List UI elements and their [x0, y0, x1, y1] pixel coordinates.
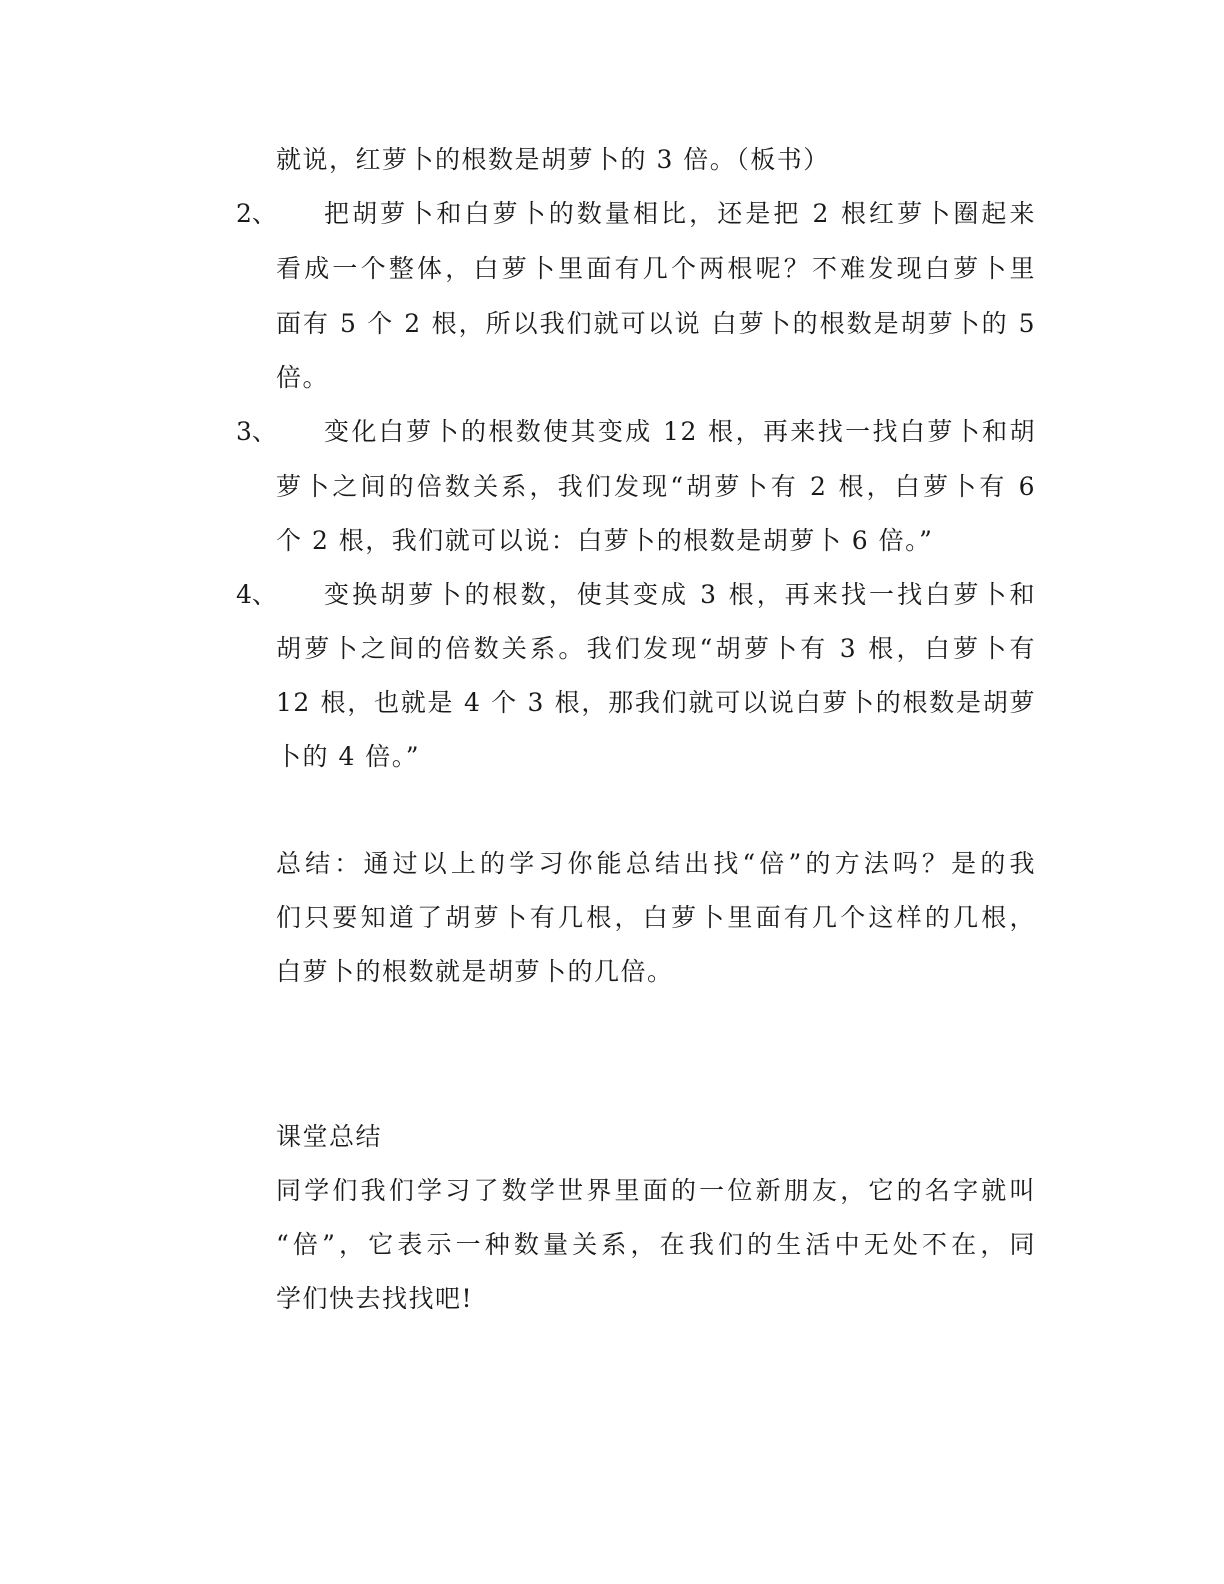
- class-summary-line-1: 同学们我们学习了数学世界里面的一位新朋友，它的名字就叫: [276, 1176, 1036, 1205]
- item-2-line-4: 倍。: [276, 363, 330, 392]
- class-summary-line-3: 学们快去找找吧!: [276, 1284, 474, 1313]
- item-4-line-3: 12 根，也就是 4 个 3 根，那我们就可以说白萝卜的根数是胡萝: [276, 688, 1036, 717]
- item-2-line-3: 面有 5 个 2 根，所以我们就可以说 白萝卜的根数是胡萝卜的 5: [276, 309, 1036, 338]
- item-3-line-2: 萝卜之间的倍数关系，我们发现“胡萝卜有 2 根，白萝卜有 6: [276, 472, 1036, 501]
- item-4-line-2: 胡萝卜之间的倍数关系。我们发现“胡萝卜有 3 根，白萝卜有: [276, 634, 1036, 663]
- item-3-line-1: 变化白萝卜的根数使其变成 12 根，再来找一找白萝卜和胡: [324, 417, 1036, 446]
- item-number-4: 4、: [236, 580, 277, 609]
- item-4-line-1: 变换胡萝卜的根数，使其变成 3 根，再来找一找白萝卜和: [324, 580, 1036, 609]
- item-3-line-3: 个 2 根，我们就可以说：白萝卜的根数是胡萝卜 6 倍。”: [276, 526, 934, 555]
- class-summary-heading: 课堂总结: [276, 1122, 383, 1151]
- item-4-line-4: 卜的 4 倍。”: [276, 742, 421, 771]
- continuation-line: 就说，红萝卜的根数是胡萝卜的 3 倍。（板书）: [276, 145, 830, 174]
- item-number-2: 2、: [236, 199, 277, 228]
- summary-line-1: 总结：通过以上的学习你能总结出找“倍”的方法吗？是的我: [276, 849, 1036, 878]
- summary-line-2: 们只要知道了胡萝卜有几根，白萝卜里面有几个这样的几根，: [276, 903, 1036, 932]
- item-2-line-2: 看成一个整体，白萝卜里面有几个两根呢？不难发现白萝卜里: [276, 254, 1036, 283]
- class-summary-line-2: “倍”，它表示一种数量关系，在我们的生活中无处不在，同: [276, 1230, 1036, 1259]
- item-2-line-1: 把胡萝卜和白萝卜的数量相比，还是把 2 根红萝卜圈起来: [324, 199, 1036, 228]
- item-number-3: 3、: [236, 417, 277, 446]
- summary-line-3: 白萝卜的根数就是胡萝卜的几倍。: [276, 957, 674, 986]
